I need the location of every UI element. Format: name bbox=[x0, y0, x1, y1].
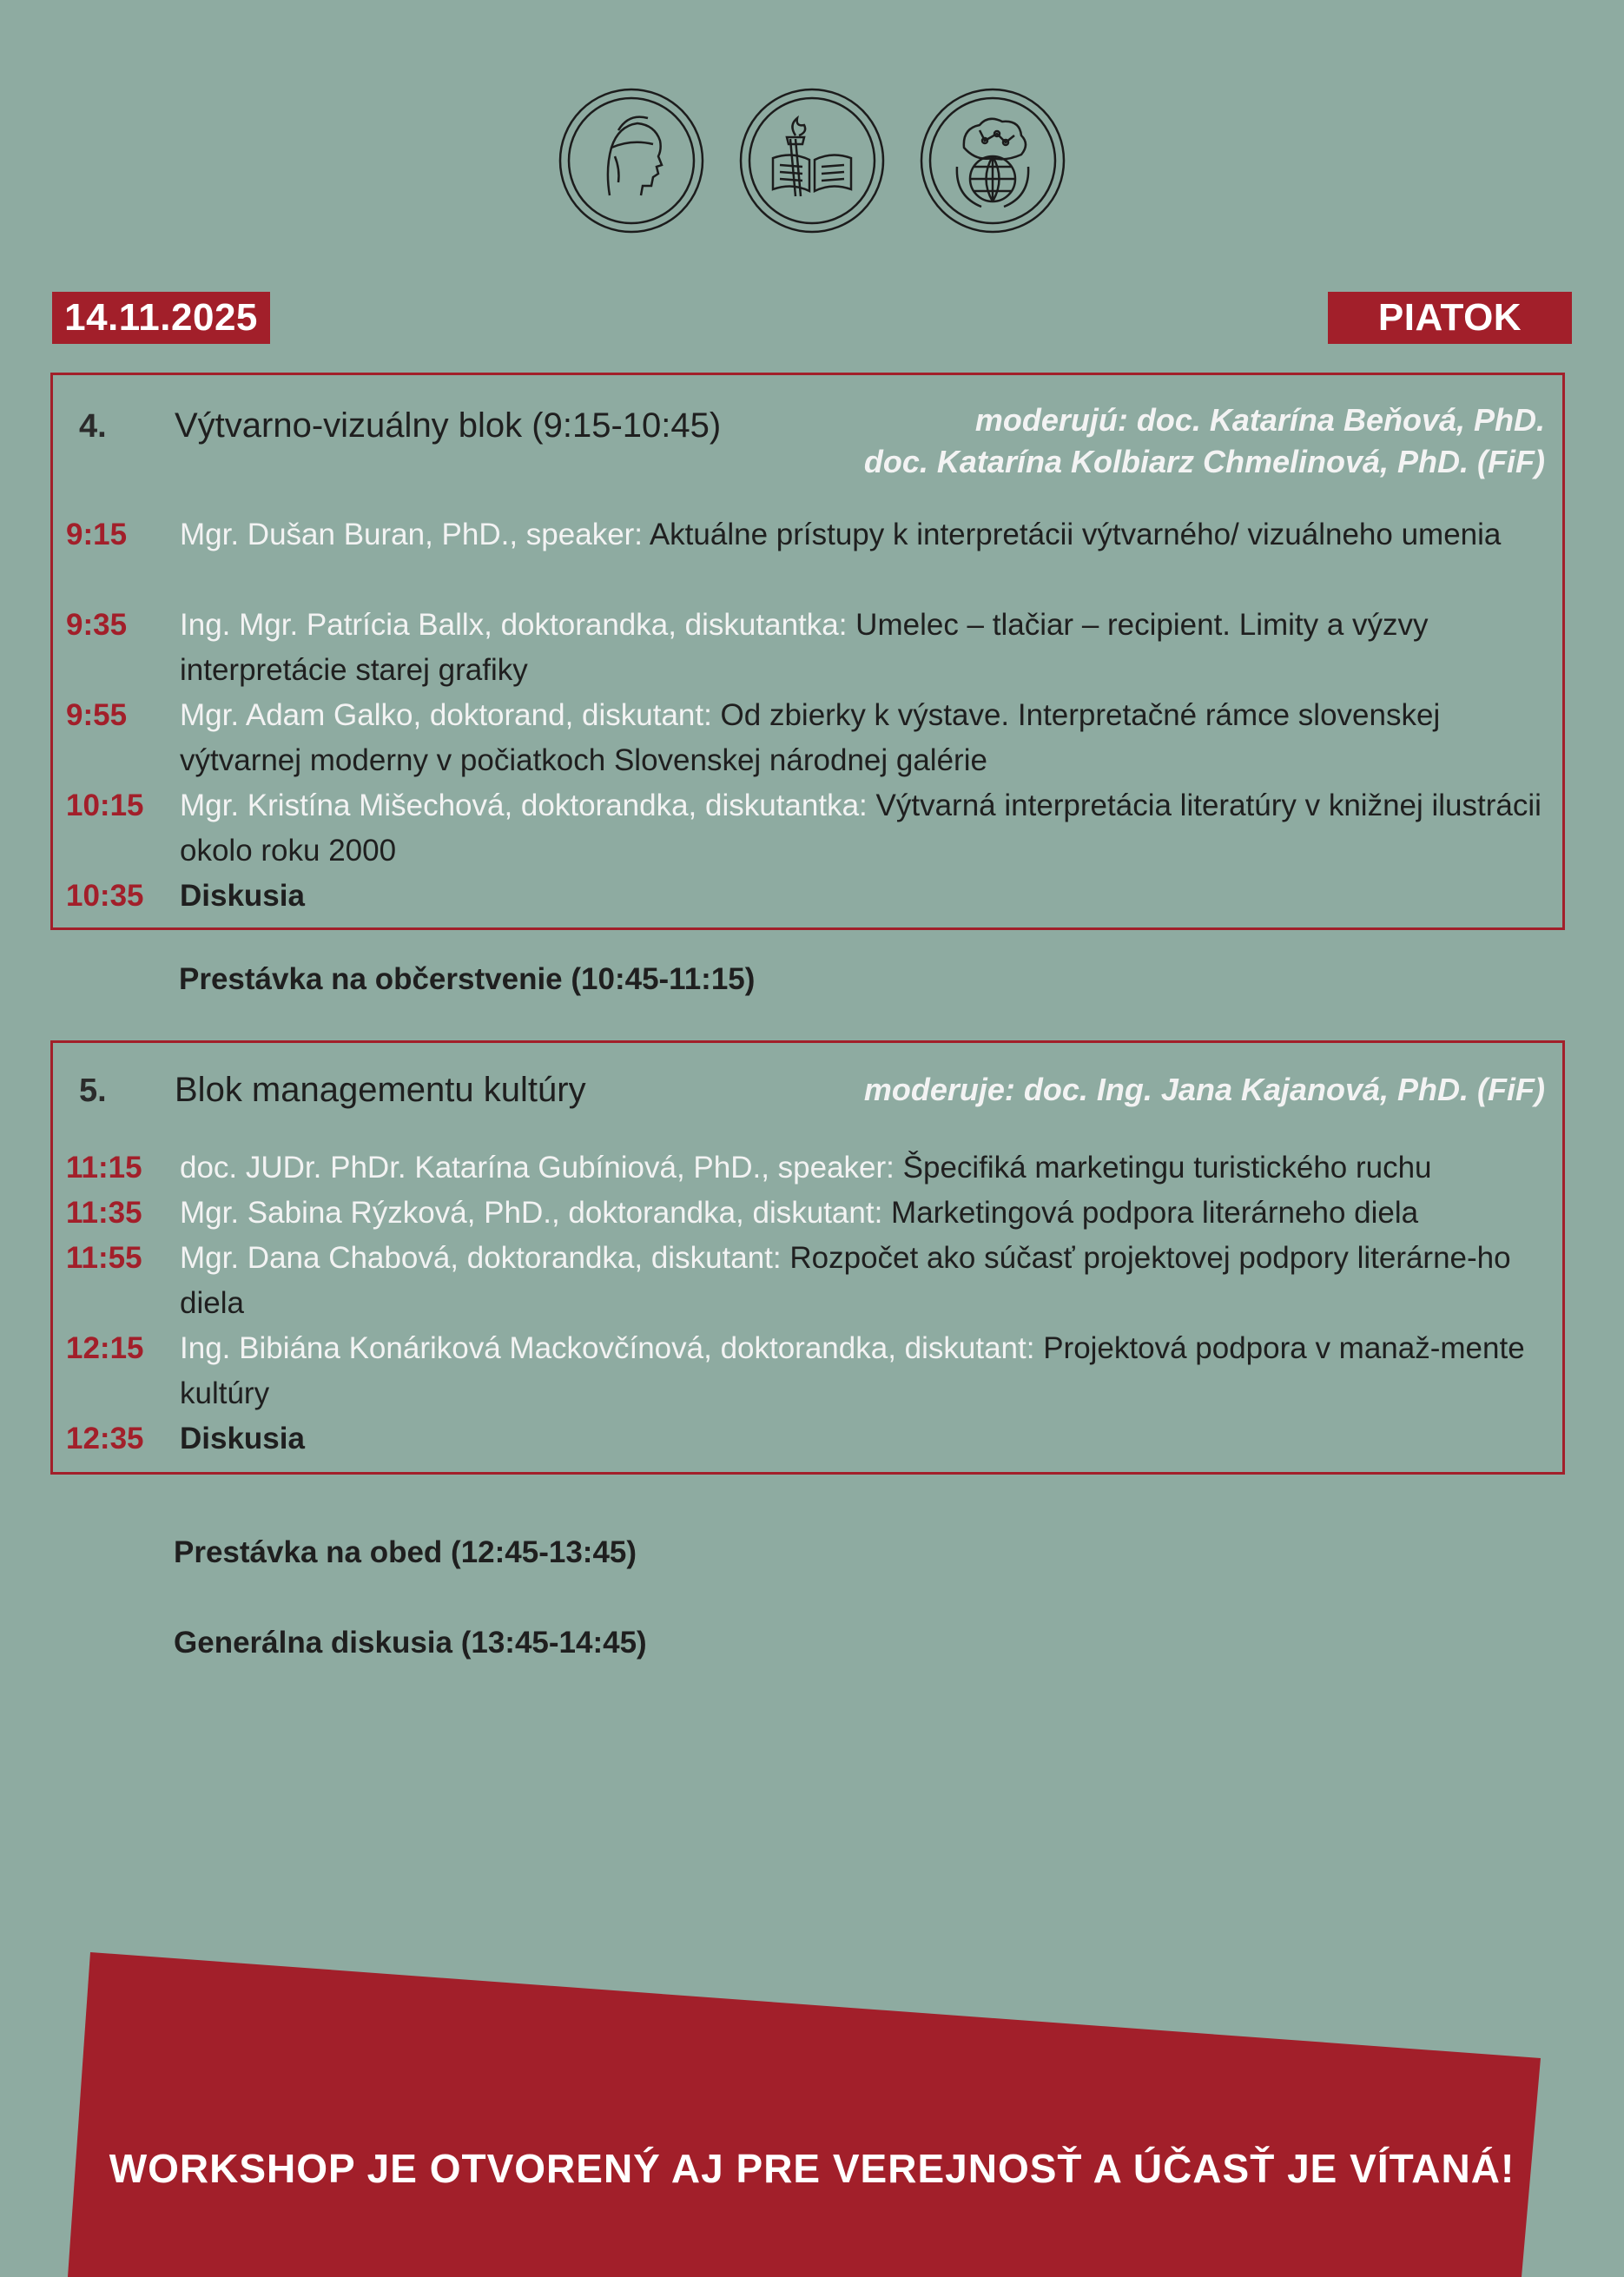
discussion-label: Diskusia bbox=[180, 1422, 305, 1455]
moderator-line: moderujú: doc. Katarína Beňová, PhD. bbox=[974, 402, 1545, 438]
warrior-helmet-icon bbox=[558, 87, 705, 234]
coffee-break: Prestávka na občerstvenie (10:45-11:15) bbox=[179, 962, 756, 996]
speaker: Mgr. Sabina Rýzková, PhD., doktorandka, diskutant: bbox=[180, 1196, 883, 1230]
talk-text bbox=[180, 512, 1554, 558]
talk-text bbox=[180, 783, 1554, 874]
time-slot: 9:55 bbox=[66, 698, 128, 732]
speaker: Mgr. Kristína Mišechová, doktorandka, diskutantka: bbox=[180, 789, 868, 822]
bottom-banner bbox=[0, 1945, 1624, 2277]
talk-title: Rozpočet ako súčasť projektovej podpory literárne-ho diela bbox=[180, 1241, 1511, 1320]
banner-text: WORKSHOP JE OTVORENÝ AJ PRE VEREJNOSŤ A ÚČASŤ JE VÍTANÁ! bbox=[109, 2146, 1515, 2191]
talk-title: Umelec – tlačiar – recipient. Limity a výzvy interpretácie starej grafiky bbox=[180, 608, 1429, 687]
program-block-5 bbox=[50, 1040, 1565, 1475]
time-slot: 12:15 bbox=[66, 1331, 144, 1365]
speaker: Ing. Bibiána Konáriková Mackovčínová, doktorandka, diskutant: bbox=[180, 1331, 1035, 1365]
day-badge: PIATOK bbox=[1328, 292, 1572, 344]
time-slot: 11:15 bbox=[66, 1151, 142, 1185]
talk-text bbox=[180, 1191, 1554, 1236]
talk-text bbox=[180, 693, 1554, 783]
talk-title: Projektová podpora v manaž-mente kultúry bbox=[180, 1331, 1525, 1410]
torch-book-icon bbox=[738, 87, 886, 234]
moderators bbox=[864, 399, 1545, 483]
globe-brain-icon bbox=[919, 87, 1066, 234]
talk-text bbox=[180, 1145, 1554, 1191]
logo-row bbox=[0, 87, 1624, 234]
time-slot: 12:35 bbox=[66, 1422, 144, 1455]
time-slot: 10:35 bbox=[66, 879, 144, 913]
moderator-line: moderuje: doc. Ing. Jana Kajanová, PhD. (FiF) bbox=[863, 1072, 1545, 1107]
block-number: 4. bbox=[79, 408, 107, 445]
time-slot: 11:35 bbox=[66, 1196, 142, 1230]
moderators bbox=[864, 1069, 1545, 1111]
block-number: 5. bbox=[79, 1072, 107, 1109]
talk-title: Aktuálne prístupy k interpretácii výtvarného/ vizuálneho umenia bbox=[643, 518, 1502, 551]
time-slot: 9:35 bbox=[66, 608, 128, 642]
lunch-break: Prestávka na obed (12:45-13:45) bbox=[174, 1535, 637, 1569]
discussion-label: Diskusia bbox=[180, 879, 305, 913]
speaker: Ing. Mgr. Patrícia Ballx, doktorandka, diskutantka: bbox=[180, 608, 848, 642]
program-block-4 bbox=[50, 373, 1565, 930]
talk-text bbox=[180, 1236, 1554, 1326]
speaker: Mgr. Dušan Buran, PhD., speaker: bbox=[180, 518, 644, 551]
moderator-line: doc. Katarína Kolbiarz Chmelinová, PhD. (FiF) bbox=[863, 444, 1545, 479]
talk-title: Výtvarná interpretácia literatúry v knižnej ilustrácii okolo roku 2000 bbox=[180, 789, 1541, 868]
talk-title: Od zbierky k výstave. Interpretačné rámce slovenskej výtvarnej moderny v počiatkoch Slovenskej národnej galérie bbox=[180, 698, 1441, 777]
general-discussion: Generálna diskusia (13:45-14:45) bbox=[174, 1626, 647, 1660]
time-slot: 11:55 bbox=[66, 1241, 142, 1275]
talk-text bbox=[180, 603, 1554, 693]
time-slot: 9:15 bbox=[66, 518, 128, 551]
block-title: Výtvarno-vizuálny blok (9:15-10:45) bbox=[175, 406, 722, 445]
talk-title: Špecifiká marketingu turistického ruchu bbox=[894, 1151, 1432, 1185]
speaker: Mgr. Adam Galko, doktorand, diskutant: bbox=[180, 698, 712, 732]
talk-text bbox=[180, 1326, 1554, 1416]
speaker: doc. JUDr. PhDr. Katarína Gubíniová, PhD., speaker: bbox=[180, 1151, 895, 1185]
block-title: Blok managementu kultúry bbox=[175, 1071, 586, 1109]
time-slot: 10:15 bbox=[66, 789, 144, 822]
talk-title: Marketingová podpora literárneho diela bbox=[882, 1196, 1419, 1230]
speaker: Mgr. Dana Chabová, doktorandka, diskutant: bbox=[180, 1241, 782, 1275]
date-badge: 14.11.2025 bbox=[52, 292, 270, 344]
